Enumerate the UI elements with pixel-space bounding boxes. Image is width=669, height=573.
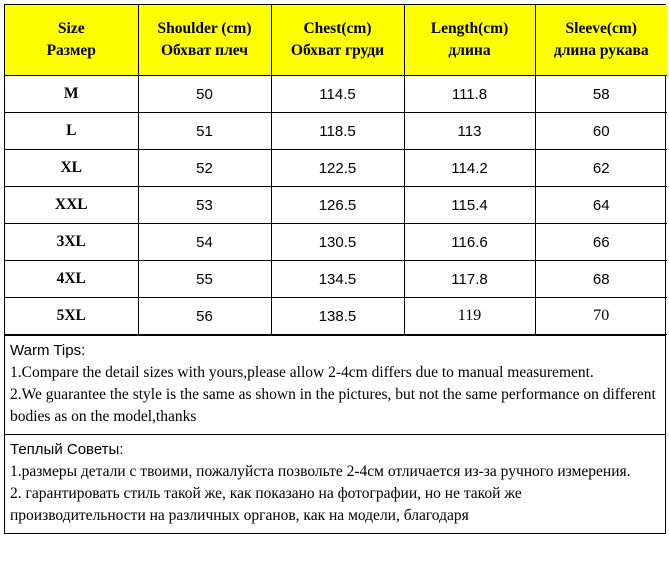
header-shoulder — [138, 5, 271, 76]
size-cell: 5XL — [5, 298, 138, 335]
sleeve-cell: 70 — [535, 298, 667, 335]
size-cell: L — [5, 113, 138, 150]
warm-tips-ru-heading: Теплый Советы: — [10, 441, 124, 458]
warm-tips-line-2: 2.We guarantee the style is the same as shown in the pictures, but not the same performance on different bodies as on the model,thanks — [10, 386, 656, 425]
sleeve-cell: 60 — [535, 113, 667, 150]
header-length-en: Length(cm) — [430, 20, 509, 37]
header-sleeve-en: Sleeve(cm) — [565, 20, 637, 37]
length-cell: 116.6 — [404, 224, 535, 261]
sleeve-cell: 58 — [535, 76, 667, 113]
header-chest — [271, 5, 404, 76]
sleeve-cell: 68 — [535, 261, 667, 298]
shoulder-cell: 53 — [138, 187, 271, 224]
warm-tips-heading: Warm Tips: — [10, 342, 86, 359]
sleeve-cell: 66 — [535, 224, 667, 261]
shoulder-cell: 51 — [138, 113, 271, 150]
header-sleeve — [535, 5, 667, 76]
header-length-ru: длина — [448, 42, 491, 59]
chest-cell: 114.5 — [271, 76, 404, 113]
header-size-ru: Размер — [46, 42, 96, 59]
shoulder-cell: 56 — [138, 298, 271, 335]
table-row — [5, 150, 667, 187]
sleeve-cell: 62 — [535, 150, 667, 187]
header-sleeve-ru: длина рукава — [553, 42, 649, 59]
size-table — [5, 5, 667, 335]
size-cell: 3XL — [5, 224, 138, 261]
warm-tips-ru-line-2: 2. гарантировать стиль такой же, как показано на фотографии, но не такой же производительности на различных органов, как на модели, благодаря — [10, 485, 522, 524]
header-size-en: Size — [57, 20, 85, 37]
chest-cell: 130.5 — [271, 224, 404, 261]
size-cell: XXL — [5, 187, 138, 224]
shoulder-cell: 55 — [138, 261, 271, 298]
chest-cell: 138.5 — [271, 298, 404, 335]
table-row — [5, 187, 667, 224]
length-cell: 113 — [404, 113, 535, 150]
table-row — [5, 76, 667, 113]
header-length — [404, 5, 535, 76]
length-cell: 111.8 — [404, 76, 535, 113]
shoulder-cell: 54 — [138, 224, 271, 261]
size-cell: M — [5, 76, 138, 113]
table-row — [5, 261, 667, 298]
length-cell: 115.4 — [404, 187, 535, 224]
size-cell: 4XL — [5, 261, 138, 298]
header-shoulder-en: Shoulder (cm) — [157, 20, 252, 37]
shoulder-cell: 50 — [138, 76, 271, 113]
warm-tips-line-1: 1.Compare the detail sizes with yours,please allow 2-4cm differs due to manual measurement. — [10, 364, 594, 381]
warm-tips-ru — [5, 434, 665, 533]
table-row — [5, 298, 667, 335]
length-cell: 114.2 — [404, 150, 535, 187]
table-row — [5, 224, 667, 261]
chest-cell: 122.5 — [271, 150, 404, 187]
warm-tips-ru-line-1: 1.размеры детали с твоими, пожалуйста позвольте 2-4см отличается из-за ручного измерения. — [10, 463, 631, 480]
header-chest-en: Chest(cm) — [303, 20, 372, 37]
header-size — [5, 5, 138, 76]
length-cell: 117.8 — [404, 261, 535, 298]
table-row — [5, 113, 667, 150]
table-header-row — [5, 5, 667, 76]
shoulder-cell: 52 — [138, 150, 271, 187]
sleeve-cell: 64 — [535, 187, 667, 224]
chest-cell: 118.5 — [271, 113, 404, 150]
header-chest-ru: Обхват груди — [290, 42, 385, 59]
length-cell: 119 — [404, 298, 535, 335]
chest-cell: 134.5 — [271, 261, 404, 298]
size-chart — [4, 4, 666, 534]
chest-cell: 126.5 — [271, 187, 404, 224]
size-cell: XL — [5, 150, 138, 187]
header-shoulder-ru: Обхват плеч — [160, 42, 249, 59]
warm-tips-en — [5, 335, 665, 434]
